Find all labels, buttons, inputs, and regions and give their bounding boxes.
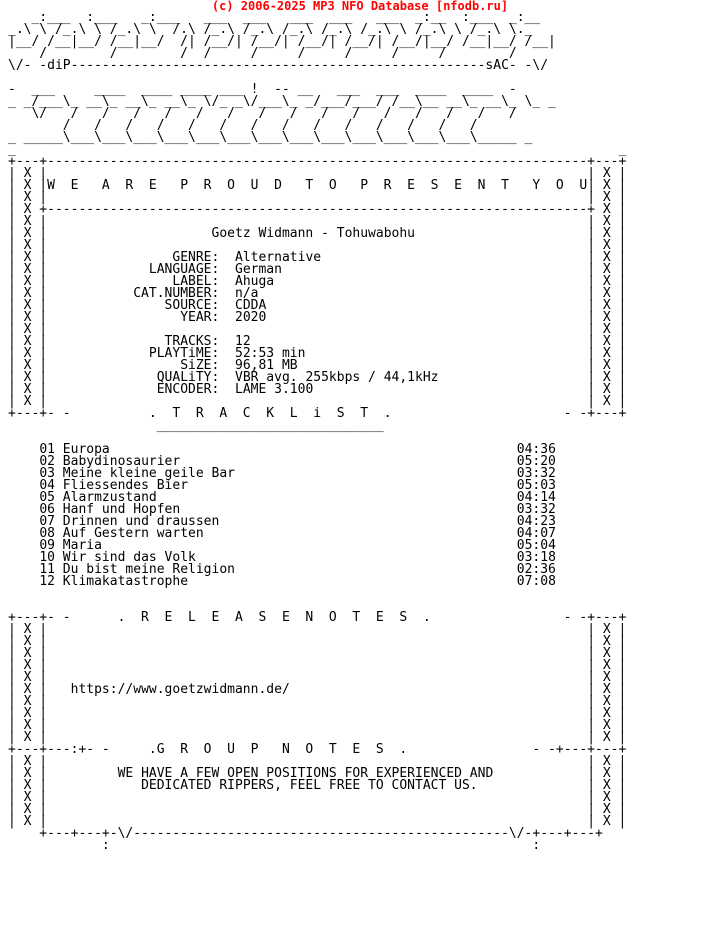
track-duration: 04:23 <box>516 514 556 529</box>
track-title: Hanf und Hopfen <box>62 502 181 517</box>
track-number: 11 <box>39 562 55 577</box>
track-duration: 03:18 <box>516 550 556 565</box>
track-title: Babydinosaurier <box>62 454 181 469</box>
info-value: Ahuga <box>235 274 275 289</box>
tracklist-heading: . T R A C K L i S T . <box>148 406 392 421</box>
track-duration: 05:04 <box>516 538 556 553</box>
track-title: Auf Gestern warten <box>62 526 204 541</box>
track-title: Wir sind das Volk <box>62 550 196 565</box>
info-value: CDDA <box>235 298 267 313</box>
ascii-logo-line: \/ / / / / / / / / / / / / / / / <box>8 106 517 121</box>
track-title: Europa <box>62 442 110 457</box>
track-number: 12 <box>39 574 55 589</box>
info-value: n/a <box>235 286 259 301</box>
info-value: LAME 3.100 <box>235 382 314 397</box>
track-duration: 03:32 <box>516 466 556 481</box>
info-key: QUALiTY <box>156 370 212 385</box>
group-notes-heading: .G R O U P N O T E S . <box>148 742 408 757</box>
release-notes-heading: . R E L E A S E N O T E S . <box>117 610 431 625</box>
release-title: Goetz Widmann - Tohuwabohu <box>211 226 416 241</box>
track-number: 04 <box>39 478 55 493</box>
info-value: 52:53 min <box>235 346 306 361</box>
track-title: Meine kleine geile Bar <box>62 466 235 481</box>
ascii-logo-line: / / / / / / / / / / / / / / <box>8 118 478 133</box>
info-key: TRACKS <box>164 334 212 349</box>
ascii-logo-line: |__/ /__|__/ /__|__/ /| /__/| /__/| /__/| /__/| /__/|__/ /__|__/ /__| <box>8 34 556 49</box>
track-duration: 04:14 <box>516 490 556 505</box>
nfo-database-header: (c) 2006-2025 MP3 NFO Database [nfodb.ru] <box>211 0 509 13</box>
info-key: LANGUAGE <box>148 262 212 277</box>
track-number: 07 <box>39 514 55 529</box>
track-title: Du bist meine Religion <box>62 562 235 577</box>
track-number: 08 <box>39 526 55 541</box>
info-key: YEAR <box>180 310 212 325</box>
track-duration: 04:07 <box>516 526 556 541</box>
track-duration: 07:08 <box>516 574 556 589</box>
track-duration: 04:36 <box>516 442 556 457</box>
ascii-logo-line: \/- -diP-----------------------------------------------------sAC- -\/ <box>8 58 549 73</box>
info-key: ENCODER <box>156 382 212 397</box>
group-notes-line: WE HAVE A FEW OPEN POSITIONS FOR EXPERIENCED AND <box>117 766 494 781</box>
release-notes-url: https://www.goetzwidmann.de/ <box>70 682 290 697</box>
info-key: CAT.NUMBER <box>133 286 212 301</box>
track-title: Fliessendes Bier <box>62 478 189 493</box>
info-value: 96,81 MB <box>235 358 298 373</box>
track-title: Alarmzustand <box>62 490 157 505</box>
track-duration: 05:03 <box>516 478 556 493</box>
info-value: German <box>235 262 282 277</box>
ascii-logo-line: _ _____\___\___\___\___\___\___\___\___\___\___\___\___\___\_____ _ <box>8 130 533 145</box>
present-banner: W E A R E P R O U D T O P R E S E N T Y O U <box>47 178 588 193</box>
info-key: GENRE <box>172 250 212 265</box>
ascii-logo-line: - ___ ____ ____ ____ ___ ! -- __ ___ ___ ____ ____ - <box>8 82 517 97</box>
track-number: 02 <box>39 454 55 469</box>
track-duration: 02:36 <box>516 562 556 577</box>
ascii-logo-line: _ _/___\_ __\_ __\_ __\_ \/_ _\/___\_ _/___/___/ /__\__ __\_ __\_ \_ _ <box>8 94 556 109</box>
track-number: 01 <box>39 442 55 457</box>
group-notes-line: DEDICATED RIPPERS, FEEL FREE TO CONTACT US. <box>117 778 478 793</box>
info-key: PLAYTiME <box>148 346 212 361</box>
track-number: 06 <box>39 502 55 517</box>
info-value: VBR avg. 255kbps / 44,1kHz <box>235 370 439 385</box>
info-key: SiZE <box>180 358 212 373</box>
info-key: LABEL <box>172 274 212 289</box>
track-title: Drinnen und draussen <box>62 514 220 529</box>
info-value: Alternative <box>235 250 322 265</box>
track-duration: 03:32 <box>516 502 556 517</box>
track-number: 05 <box>39 490 55 505</box>
ascii-logo-line: / / / / / / / / / / <box>8 46 517 61</box>
track-duration: 05:20 <box>516 454 556 469</box>
ascii-logo-line: _:___ :___ _:___ ___ ___ ___ ___ ___ _:__ :___ _:__ <box>8 10 541 25</box>
info-value: 2020 <box>235 310 267 325</box>
track-title: Klimakatastrophe <box>62 574 189 589</box>
track-number: 09 <box>39 538 55 553</box>
nfo-document: _:___ :___ _:___ ___ ___ ___ ___ ___ _:__ :___ _:__ _.\ \ /_.\ \ /_.\ \ /.\ /_.\ /_.\ /_.\ /_.\ /_.\ \ /_.\ \ /_.\ \._ |__/ /__|__/ /__|__/ /| /__/| /__/| /__/| /__/| /__/|__/ /__|__/ /__| / / / / / / / / / / \/- -diP-----------------------------------------------------sAC- -\/ - ___ ____ ____ ____ ___ ! -- __ ___ ___ ____ ____ - _ _/___\_ __\_ __\_ __\_ \/_ _\/___\_ _/___/___/ /__\__ __\_ __\_ \_ _ \/ / / / / / / / / / / / / / / / / / / / / / / / / / / / / / _ _____\___\___\___\___\___\___\___\___\___\___\___\___\___\_____ _ _ _ +---+---------------------------------------------------------------------+---+ | X | | X | | X |W E A R E P R O U D T O P R E S E N T Y O U| X | | X | | X | | X +---------------------------------------------------------------------+ X | | X | | X | | X | Goetz Widmann - Tohuwabohu | X | | X | | X | | X | GENRE: Alternative | X | | X | LANGUAGE: German | X | | X | LABEL: Ahuga | X | | X | CAT.NUMBER: n/a | X | | X | SOURCE: CDDA | X | | X | YEAR: 2020 | X | | X | | X | | X | TRACKS: 12 | X | | X | PLAYTiME: 52:53 min | X | | X | SiZE: 96,81 MB | X | | X | QUALiTY: VBR avg. 255kbps / 44,1kHz | X | | X | ENCODER: LAME 3.100 | X | | X | | X | +---+- - . T R A C K L i S T . - -+---+ _____________________________ 01 Europa 04:36 02 Babydinosaurier 05:20 03 Meine kleine geile Bar 03:32 04 Fliessendes Bier 05:03 05 Alarmzustand 04:14 06 Hanf und Hopfen 03:32 07 Drinnen und draussen 04:23 08 Auf Gestern warten 04:07 09 Maria 05:04 10 Wir sind das Volk 03:18 11 Du bist meine Religion 02:36 12 Klimakatastrophe 07:08 +---+- - . R E L E A S E N O T E S . - -+---+ | X | | X | | X | | X | | X | | X | | X | | X | | X | | X | | X | https://www.goetzwidmann.de/ | X | | X | | X | | X | | X | | X | | X | | X | | X | +---+---:+- - .G R O U P N O T E S . - -+---+---+ | X | | X | | X | WE HAVE A FEW OPEN POSITIONS FOR EXPERIENCED AND | X | | X | DEDICATED RIPPERS, FEEL FREE TO CONTACT US. | X | | X | | X | | X | | X | | X | | X | +---+---+-\/------------------------------------------------\/-+---+---+ : : <box>8 10 627 853</box>
track-number: 10 <box>39 550 55 565</box>
track-number: 03 <box>39 466 55 481</box>
track-title: Maria <box>62 538 102 553</box>
ascii-logo-line: _.\ \ /_.\ \ /_.\ \ /.\ /_.\ /_.\ /_.\ /_.\ /_.\ \ /_.\ \ /_.\ \._ <box>8 22 533 37</box>
info-key: SOURCE <box>164 298 212 313</box>
info-value: 12 <box>235 334 251 349</box>
